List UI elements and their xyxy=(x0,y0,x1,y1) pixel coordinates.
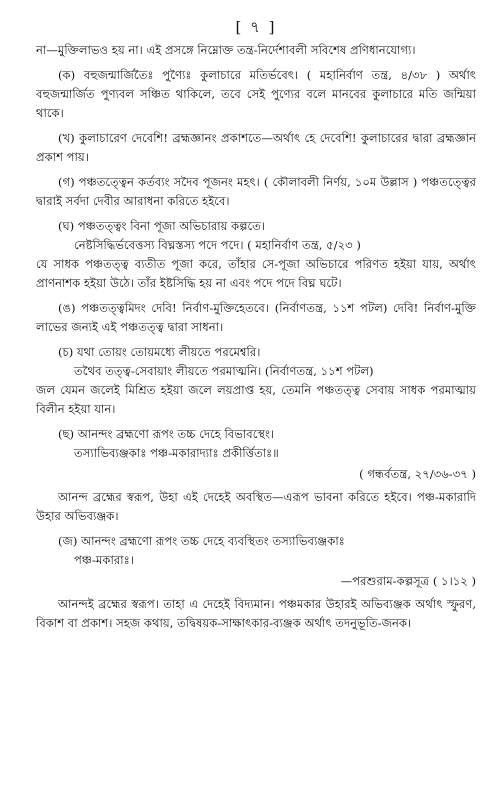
intro-paragraph: না—মুক্তিলাভও হয় না। এই প্রসঙ্গে নিম্নোক্ত তন্ত্র-নির্দেশাবলী সবিশেষ প্রণিধানযোগ্য। xyxy=(36,43,416,57)
paragraph-ka: (ক) বহুজন্মার্জিতৈঃ পুণ্যৈঃ কুলাচারে মতির্ভবেৎ। ( মহানির্বাণ তন্ত্র, ৪/৩৮ ) অর্থাৎ বহুজন্মার্জিত পুণ্যবল সঞ্চিত থাকিলে, তবে সেই পুণ্যের বলে মানবের কুলাচারে মতি জন্মিয়া থাকে। xyxy=(36,68,476,120)
verse-gha-line1: (ঘ) পঞ্চতত্ত্বং বিনা পূজা অভিচারায় কল্পতে। xyxy=(58,219,266,233)
paragraph-gha: যে সাধক পঞ্চতত্ত্ব ব্যতীত পূজা করে, তাঁহার সে-পূজা অভিচারে পরিণত হইয়া যায়, অর্থাৎ প্রাণনাশক হইয়া উঠে। তাঁর ইষ্টসিদ্ধি হয় না এবং পদে পদে বিঘ্ন ঘটে। xyxy=(36,257,476,290)
paragraph-uma: (ঙ) পঞ্চতত্ত্বমিদং দেবি! নির্বাণ-মুক্তিহেতবে। (নির্বাণতন্ত্র, ১১শ পটল) দেবি! নির্বাণ-মুক্তি লাভের জন্যই এই পঞ্চতত্ত্ব দ্বারা সাধনা। xyxy=(36,301,476,334)
verse-ja-line1: (জ) আনন্দং ব্রহ্মণো রূপং তচ্চ দেহে ব্যবস্থিতং তস্যাভিব্যঞ্জকাঃ xyxy=(58,534,345,548)
paragraph-kha: (খ) কুলাচারেণ দেবেশি! ব্রহ্মজ্ঞানং প্রকাশতে—অর্থাৎ হে দেবেশি! কুলাচারের দ্বারা ব্রহ্মজ্ঞান প্রকাশ পায়। xyxy=(36,131,476,164)
page-number: [ ৭ ] xyxy=(235,18,277,36)
verse-ja-source: —পরশুরাম-কল্পসূত্র ( ১।১২ ) xyxy=(340,574,476,588)
paragraph-cha: আনন্দ ব্রহ্মের স্বরূপ, উহা এই দেহেই অবস্থিত—এরূপ ভাবনা করিতে হইবে। পঞ্চ-মকারাদি উহার অভিব্যঞ্জক। xyxy=(36,490,476,523)
verse-ca-line1: (চ) যথা তোয়ং তোয়মধ্যে লীয়তে পরমেশ্বরি। xyxy=(58,345,261,359)
paragraph-ga: (গ) পঞ্চতত্ত্বেন কর্তব্যং সদৈব পূজনং মহৎ। ( কৌলাবলী নির্ণয়, ১০ম উল্লাস ) পঞ্চতত্ত্বের দ্বারাই সর্বদা দেবীর আরাধনা করিতে হইবে। xyxy=(36,175,476,208)
verse-gha-line2: নেষ্টসিদ্ধির্ভবেত্তস্য বিঘ্নস্তস্য পদে পদে। ( মহানির্বাণ তন্ত্র, ৫/২৩ ) xyxy=(74,238,361,252)
verse-cha-source: ( গন্ধর্বতন্ত্র, ২৭/৩৬-৩৭ ) xyxy=(359,467,476,481)
book-page xyxy=(36,18,476,639)
verse-cha-line2: তস্যাভিব্যঞ্জকাঃ পঞ্চ-মকারাদ্যাঃ প্রকীর্ত্তিতাঃ॥ xyxy=(74,446,279,460)
verse-ca-line2: তথৈব তত্ত্ব-সেবায়াং লীয়তে পরমাত্মনি। (নির্বাণতন্ত্র, ১১শ পটল) xyxy=(74,364,374,378)
verse-cha-line1: (ছ) আনন্দং ব্রহ্মণো রূপং তচ্চ দেহে বিভাবস্থেং। xyxy=(58,427,275,441)
verse-ja-line2: পঞ্চ-মকারাঃ। xyxy=(74,553,134,567)
paragraph-ca: জল যেমন জলেই মিশ্রিত হইয়া জলে লয়প্রাপ্ত হয়, তেমনি পঞ্চতত্ত্ব সেবায় সাধক পরমাত্মায় বিলীন হইয়া যান। xyxy=(36,383,476,416)
paragraph-ja: আনন্দই ব্রহ্মের স্বরূপ। তাহা এ দেহেই বিদ্যমান। পঞ্চমকার উহারই অভিব্যঞ্জক অর্থাৎ স্ফুরণ, বিকাশ বা প্রকাশ। সহজ কথায়, তদ্বিষয়ক-সাক্ষাৎকার-ব্যঞ্জক অর্থাৎ তদনুভূতি-জনক। xyxy=(36,597,476,630)
